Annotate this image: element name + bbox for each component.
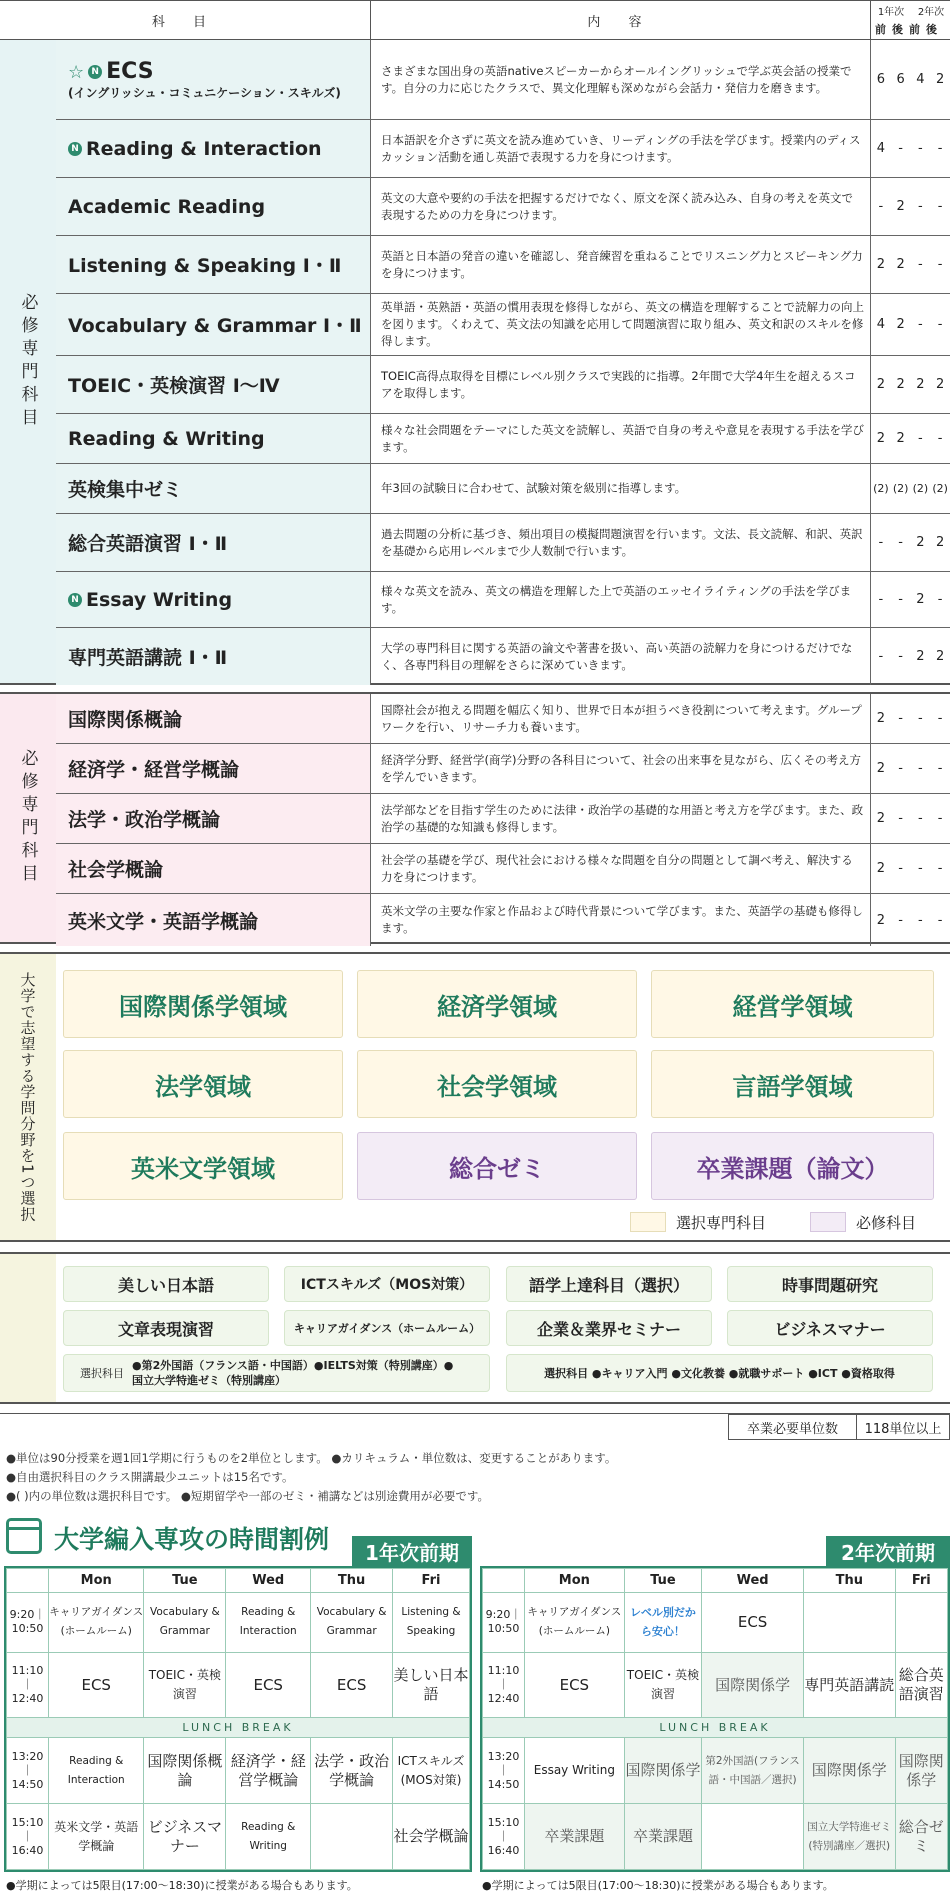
course-title: 国際関係概論 — [68, 709, 183, 731]
elective-right: 選択科目 ●キャリア入門 ●文化教養 ●就職サポート ●ICT ●資格取得 — [506, 1354, 933, 1392]
unit-value: - — [878, 535, 884, 550]
class-cell: Essay Writing — [525, 1738, 625, 1804]
course-description: 日本語訳を介さずに英文を読み進めていき、リーディングの手法を学びます。授業内のディスカッション活動を通し英語で表現する力を身につけます。 — [370, 120, 870, 177]
unit-value: 2 — [896, 431, 905, 446]
course-description: 様々な社会問題をテーマにした英文を読解し、英語で自身の考えや意見を表現する手法を学びます。 — [370, 414, 870, 463]
unit-value: - — [898, 912, 903, 928]
course-title: Reading & Writing — [68, 427, 265, 450]
course-row — [56, 294, 950, 356]
course-title: 社会学概論 — [68, 859, 164, 881]
unit-value: - — [898, 861, 903, 876]
course-name — [56, 236, 370, 293]
core-side-label: 必修専門科目 — [0, 40, 56, 683]
class-cell — [311, 1804, 393, 1870]
common-course: キャリアガイダンス（ホームルーム） — [284, 1310, 490, 1346]
course-description: 国際社会が抱える問題を幅広く知り、世界で日本が担うべき役割について考えます。グループワークを行い、リサーチ力も養います。 — [370, 694, 870, 743]
unit-value: 4 — [916, 72, 925, 87]
unit-value: 2 — [935, 377, 945, 392]
unit-value: - — [898, 141, 903, 156]
grad-units-value: 118単位以上 — [864, 1421, 942, 1437]
unit-value: 2 — [876, 761, 886, 776]
y1-label: 1年次前期 — [352, 1536, 472, 1566]
class-cell: キャリアガイダンス(ホームルーム) — [49, 1593, 144, 1653]
unit-value: - — [937, 592, 943, 607]
grad-units-label: 卒業必要単位数 — [729, 1415, 857, 1439]
common-course: 文章表現演習 — [63, 1310, 269, 1346]
field-tile: 経済学領域 — [357, 970, 637, 1038]
course-name — [56, 178, 370, 235]
table-header — [0, 0, 950, 40]
unit-value: - — [878, 649, 884, 664]
p-icon: N — [68, 142, 82, 156]
intro-side-label: 必修専門科目 — [0, 694, 56, 942]
timetable-footnote: ●学期によっては5限目(17:00〜18:30)に授業がある場合もあります。 — [482, 1879, 834, 1892]
field-tile: 国際関係学領域 — [63, 970, 343, 1038]
unit-value: 6 — [896, 72, 905, 87]
course-units — [870, 744, 950, 793]
star-icon: ☆ — [68, 61, 85, 83]
class-cell: 国際関係学 — [803, 1738, 895, 1804]
class-cell: ICTスキルズ(MOS対策) — [392, 1738, 469, 1804]
unit-value: - — [898, 649, 903, 664]
unit-value: 2 — [876, 912, 886, 928]
course-description: 社会学の基礎を学び、現代社会における様々な問題を自分の問題として調べ考え、解決する力を身につけます。 — [370, 844, 870, 893]
course-row — [56, 628, 950, 685]
y2-label: 2年次前期 — [826, 1536, 950, 1566]
lunch-break: LUNCH BREAK — [483, 1718, 948, 1738]
timetable-title: 大学編入専攻の時間割例 — [54, 1525, 330, 1554]
day-header: Fri — [895, 1569, 947, 1593]
course-description: 法学部などを目指す学生のために法律・政治学の基礎的な用語と考え方を学びます。また、政治学の基礎的な知識も修得します。 — [370, 794, 870, 843]
grad-units — [728, 1414, 950, 1440]
course-units — [870, 236, 950, 293]
calendar-icon — [6, 1518, 42, 1554]
unit-value: - — [918, 141, 923, 156]
class-cell: ECS — [702, 1593, 804, 1653]
semester-label: 前後前後 — [875, 23, 943, 36]
course-title: Reading & Interaction — [86, 137, 322, 160]
class-cell: Vocabulary & Grammar — [144, 1593, 226, 1653]
course-title: Listening & Speaking Ⅰ・Ⅱ — [68, 255, 342, 277]
elective-left — [63, 1354, 490, 1392]
class-cell — [803, 1593, 895, 1653]
year1-label: 1年次 — [877, 7, 905, 18]
unit-value: 2 — [876, 861, 886, 876]
course-units — [870, 120, 950, 177]
p-icon: N — [68, 593, 82, 607]
unit-value: 2 — [876, 711, 886, 726]
course-row — [56, 894, 950, 946]
course-subtitle: (イングリッシュ・コミュニケーション・スキルズ) — [68, 85, 341, 100]
unit-value: - — [898, 592, 903, 607]
class-cell: 英米文学・英語学概論 — [49, 1804, 144, 1870]
year2-label: 2年次 — [917, 7, 945, 18]
course-row — [56, 178, 950, 236]
day-header: Wed — [702, 1569, 804, 1593]
divider — [0, 1413, 950, 1414]
field-tile: 言語学領域 — [651, 1050, 934, 1118]
course-units — [870, 572, 950, 627]
class-cell: 法学・政治学概論 — [311, 1738, 393, 1804]
class-cell: 経済学・経営学概論 — [226, 1738, 311, 1804]
unit-value: - — [898, 811, 903, 826]
unit-value: - — [918, 761, 923, 776]
course-name — [56, 844, 370, 893]
class-cell: 総合英語演習 — [895, 1652, 947, 1718]
course-units — [870, 464, 950, 513]
fields-section — [0, 952, 950, 1242]
corner — [483, 1569, 525, 1593]
course-units — [870, 40, 950, 119]
unit-value: - — [937, 257, 943, 272]
class-cell: 卒業課題 — [525, 1804, 625, 1870]
unit-value: (2) — [873, 482, 889, 495]
common-course: 語学上達科目（選択） — [506, 1266, 712, 1302]
common-section — [0, 1252, 950, 1404]
course-title: 経済学・経営学概論 — [68, 759, 240, 781]
unit-value: - — [918, 257, 923, 272]
course-units — [870, 414, 950, 463]
class-cell: キャリアガイダンス(ホームルーム) — [525, 1593, 625, 1653]
class-cell: Vocabulary & Grammar — [311, 1593, 393, 1653]
course-title: ECS — [106, 58, 154, 84]
unit-value: 2 — [935, 649, 945, 664]
course-description: 英語と日本語の発音の違いを確認し、発音練習を重ねることでリスニング力とスピーキング力を身につけます。 — [370, 236, 870, 293]
unit-value: (2) — [932, 482, 948, 495]
course-title: Vocabulary & Grammar Ⅰ・Ⅱ — [68, 315, 362, 337]
class-cell: 国立大学特進ゼミ(特別講座／選択) — [803, 1804, 895, 1870]
course-name — [56, 464, 370, 513]
course-row — [56, 844, 950, 894]
subject-header: 科 目 — [151, 14, 219, 30]
unit-value: - — [918, 317, 923, 332]
day-header: Thu — [311, 1569, 393, 1593]
course-row — [56, 40, 950, 120]
unit-value: 2 — [916, 377, 925, 392]
unit-value: 2 — [896, 199, 905, 214]
course-units — [870, 694, 950, 743]
field-tile: 法学領域 — [63, 1050, 343, 1118]
course-row — [56, 414, 950, 464]
note: ●単位は90分授業を週1回1学期に行うものを2単位とします。 ●カリキュラム・単位数は、変更することがあります。 — [6, 1451, 617, 1465]
field-tile: 社会学領域 — [357, 1050, 637, 1118]
intro-courses — [0, 692, 950, 944]
class-cell: TOEIC・英検演習 — [624, 1652, 701, 1718]
legend-required-swatch — [810, 1212, 846, 1232]
p-icon: N — [88, 65, 102, 79]
course-description: 英米文学の主要な作家と作品および時代背景について学びます。また、英語学の基礎も修得します。 — [370, 894, 870, 946]
period-time: 11:10｜12:40 — [7, 1652, 49, 1718]
class-cell: 国際関係学 — [624, 1738, 701, 1804]
note: ●( )内の単位数は選択科目です。 ●短期留学や一部のゼミ・補講などは別途費用が必要です。 — [6, 1489, 490, 1503]
required-tile: 卒業課題（論文） — [651, 1132, 934, 1200]
class-cell: Listening & Speaking — [392, 1593, 469, 1653]
day-header: Mon — [525, 1569, 625, 1593]
course-row — [56, 794, 950, 844]
course-description: 英文の大意や要約の手法を把握するだけでなく、原文を深く読み込み、自身の考えを英文で表現するための力を身につけます。 — [370, 178, 870, 235]
unit-value: (2) — [892, 482, 909, 495]
class-cell: ECS — [525, 1652, 625, 1718]
course-row — [56, 120, 950, 178]
course-units — [870, 844, 950, 893]
course-description: 大学の専門科目に関する英語の論文や著書を扱い、高い英語の読解力を身につけるだけでなく、各専門科目の理解をさらに深めていきます。 — [370, 628, 870, 685]
class-cell: ECS — [311, 1652, 393, 1718]
course-units — [870, 356, 950, 413]
unit-value: 6 — [876, 72, 886, 87]
required-tile: 総合ゼミ — [357, 1132, 637, 1200]
course-description: 年3回の試験日に合わせて、試験対策を級別に指導します。 — [370, 464, 870, 513]
course-title: 総合英語演習 Ⅰ・Ⅱ — [68, 533, 228, 555]
class-cell — [895, 1593, 947, 1653]
period-time: 13:20｜14:50 — [483, 1738, 525, 1804]
course-row — [56, 464, 950, 514]
course-title: TOEIC・英検演習 Ⅰ〜Ⅳ — [68, 375, 280, 397]
course-description: 経済学分野、経営学(商学)分野の各科目について、社会の出来事を見ながら、広くその考え方を学んでいきます。 — [370, 744, 870, 793]
unit-value: - — [918, 811, 923, 826]
class-cell: レベル別だから安心！ — [624, 1593, 701, 1653]
units-header — [870, 1, 950, 39]
course-units — [870, 894, 950, 946]
day-header: Mon — [49, 1569, 144, 1593]
unit-value: - — [918, 861, 923, 876]
class-cell: 卒業課題 — [624, 1804, 701, 1870]
class-cell: ECS — [49, 1652, 144, 1718]
unit-value: 2 — [935, 535, 945, 550]
course-name — [56, 514, 370, 571]
unit-value: 2 — [916, 592, 925, 607]
unit-value: - — [937, 141, 943, 156]
common-course: 時事問題研究 — [727, 1266, 933, 1302]
unit-value: - — [937, 317, 943, 332]
unit-value: - — [898, 711, 903, 726]
unit-value: - — [898, 535, 903, 550]
unit-value: - — [918, 199, 923, 214]
course-description: 英単語・英熟語・英語の慣用表現を修得しながら、英文の構造を理解することで読解力の向上を図ります。くわえて、英文法の知識を応用して問題演習に取り組み、英文和訳のスキルを修得します。 — [370, 294, 870, 355]
period-time: 15:10｜16:40 — [483, 1804, 525, 1870]
class-cell: 美しい日本語 — [392, 1652, 469, 1718]
course-title: Academic Reading — [68, 195, 266, 218]
course-units — [870, 178, 950, 235]
course-title: 英検集中ゼミ — [68, 479, 183, 501]
class-cell: 専門英語講読 — [803, 1652, 895, 1718]
common-course: ICTスキルズ（MOS対策） — [284, 1266, 490, 1302]
unit-value: 2 — [916, 535, 925, 550]
course-row — [56, 572, 950, 628]
course-description: さまざまな国出身の英語nativeスピーカーからオールイングリッシュで学ぶ英会話の授業です。自分の力に応じたクラスで、異文化理解も深めながら会話力・発信力を磨きます。 — [370, 40, 870, 119]
unit-value: - — [937, 431, 943, 446]
course-row — [56, 694, 950, 744]
unit-value: - — [937, 761, 943, 776]
field-tile: 英米文学領域 — [63, 1132, 343, 1200]
corner — [7, 1569, 49, 1593]
class-cell: Reading & Interaction — [226, 1593, 311, 1653]
period-time: 11:10｜12:40 — [483, 1652, 525, 1718]
class-cell: 総合ゼミ — [895, 1804, 947, 1870]
course-title: Essay Writing — [86, 588, 233, 611]
unit-value: - — [918, 711, 923, 726]
day-header: Wed — [226, 1569, 311, 1593]
course-description: 様々な英文を読み、英文の構造を理解した上で英語のエッセイライティングの手法を学びます。 — [370, 572, 870, 627]
unit-value: - — [937, 711, 943, 726]
legend-required: 必修科目 — [856, 1214, 917, 1232]
course-name — [56, 794, 370, 843]
course-name — [56, 744, 370, 793]
legend-elective-swatch — [630, 1212, 666, 1232]
content-header: 内 容 — [370, 1, 870, 39]
period-time: 9:20｜10:50 — [483, 1593, 525, 1653]
unit-value: (2) — [912, 482, 929, 495]
course-units — [870, 794, 950, 843]
unit-value: 2 — [896, 317, 905, 332]
course-description: TOEIC高得点取得を目標にレベル別クラスで実践的に指導。2年間で大学4年生を超えるスコアを取得します。 — [370, 356, 870, 413]
course-row — [56, 236, 950, 294]
unit-value: - — [918, 431, 923, 446]
day-header: Thu — [803, 1569, 895, 1593]
class-cell: 国際関係学 — [702, 1652, 804, 1718]
unit-value: - — [937, 811, 943, 826]
elective-left-label: 選択科目 — [80, 1367, 124, 1380]
unit-value: 2 — [896, 377, 905, 392]
course-name — [56, 628, 370, 685]
course-name — [56, 572, 370, 627]
class-cell: 国際関係概論 — [144, 1738, 226, 1804]
unit-value: - — [878, 592, 884, 607]
day-header: Fri — [392, 1569, 469, 1593]
unit-value: 4 — [876, 317, 886, 332]
class-cell: Reading & Interaction — [49, 1738, 144, 1804]
class-cell — [702, 1804, 804, 1870]
class-cell: ECS — [226, 1652, 311, 1718]
unit-value: 2 — [876, 431, 886, 446]
period-time: 15:10｜16:40 — [7, 1804, 49, 1870]
course-name — [56, 356, 370, 413]
course-row — [56, 514, 950, 572]
unit-value: - — [918, 912, 923, 928]
unit-value: 2 — [876, 257, 886, 272]
day-header: Tue — [144, 1569, 226, 1593]
course-units — [870, 514, 950, 571]
unit-value: - — [878, 199, 884, 214]
unit-value: 2 — [935, 72, 945, 87]
course-units — [870, 628, 950, 685]
common-side — [0, 1254, 56, 1402]
elective-left-list: ●第2外国語（フランス語・中国語）●IELTS対策（特別講座）●国立大学特進ゼミ（特別講座） — [132, 1359, 454, 1387]
course-description: 過去問題の分析に基づき、頻出項目の模擬問題演習を行います。文法、長文読解、和訳、英訳を基礎から応用レベルまで少人数制で行います。 — [370, 514, 870, 571]
timetable-y2 — [480, 1566, 950, 1872]
day-header: Tue — [624, 1569, 701, 1593]
fields-side-label: 大学で志望する学問分野を1つ選択 — [0, 954, 56, 1240]
class-cell: Reading & Writing — [226, 1804, 311, 1870]
course-name — [56, 414, 370, 463]
class-cell: ビジネスマナー — [144, 1804, 226, 1870]
unit-value: - — [898, 761, 903, 776]
common-course: ビジネスマナー — [727, 1310, 933, 1346]
course-title-line — [68, 59, 154, 84]
class-cell: 社会学概論 — [392, 1804, 469, 1870]
common-course: 企業＆業界セミナー — [506, 1310, 712, 1346]
timetable-footnote: ●学期によっては5限目(17:00〜18:30)に授業がある場合もあります。 — [6, 1879, 358, 1892]
course-title: 英米文学・英語学概論 — [68, 910, 259, 933]
unit-value: - — [937, 912, 943, 928]
period-time: 13:20｜14:50 — [7, 1738, 49, 1804]
unit-value: 2 — [916, 649, 925, 664]
common-course: 美しい日本語 — [63, 1266, 269, 1302]
period-time: 9:20｜10:50 — [7, 1593, 49, 1653]
course-title: 法学・政治学概論 — [68, 809, 221, 831]
unit-value: 2 — [876, 377, 886, 392]
course-name — [56, 894, 370, 946]
lunch-break: LUNCH BREAK — [7, 1718, 470, 1738]
class-cell: TOEIC・英検演習 — [144, 1652, 226, 1718]
course-row — [56, 744, 950, 794]
unit-value: 2 — [876, 811, 886, 826]
unit-value: 4 — [876, 141, 886, 156]
course-row — [56, 356, 950, 414]
unit-value: 2 — [896, 257, 905, 272]
course-name — [56, 294, 370, 355]
course-name — [56, 40, 370, 119]
course-name — [56, 694, 370, 743]
unit-value: - — [937, 861, 943, 876]
unit-value: - — [937, 199, 943, 214]
timetable-y1 — [4, 1566, 472, 1872]
field-tile: 経営学領域 — [651, 970, 934, 1038]
legend-elective: 選択専門科目 — [676, 1214, 767, 1232]
course-units — [870, 294, 950, 355]
core-courses — [0, 40, 950, 685]
note: ●自由選択科目のクラス開講最少ユニットは15名です。 — [6, 1470, 294, 1484]
class-cell: 第2外国語(フランス語・中国語／選択) — [702, 1738, 804, 1804]
class-cell: 国際関係学 — [895, 1738, 947, 1804]
course-name — [56, 120, 370, 177]
course-title: 専門英語講読 Ⅰ・Ⅱ — [68, 647, 228, 669]
